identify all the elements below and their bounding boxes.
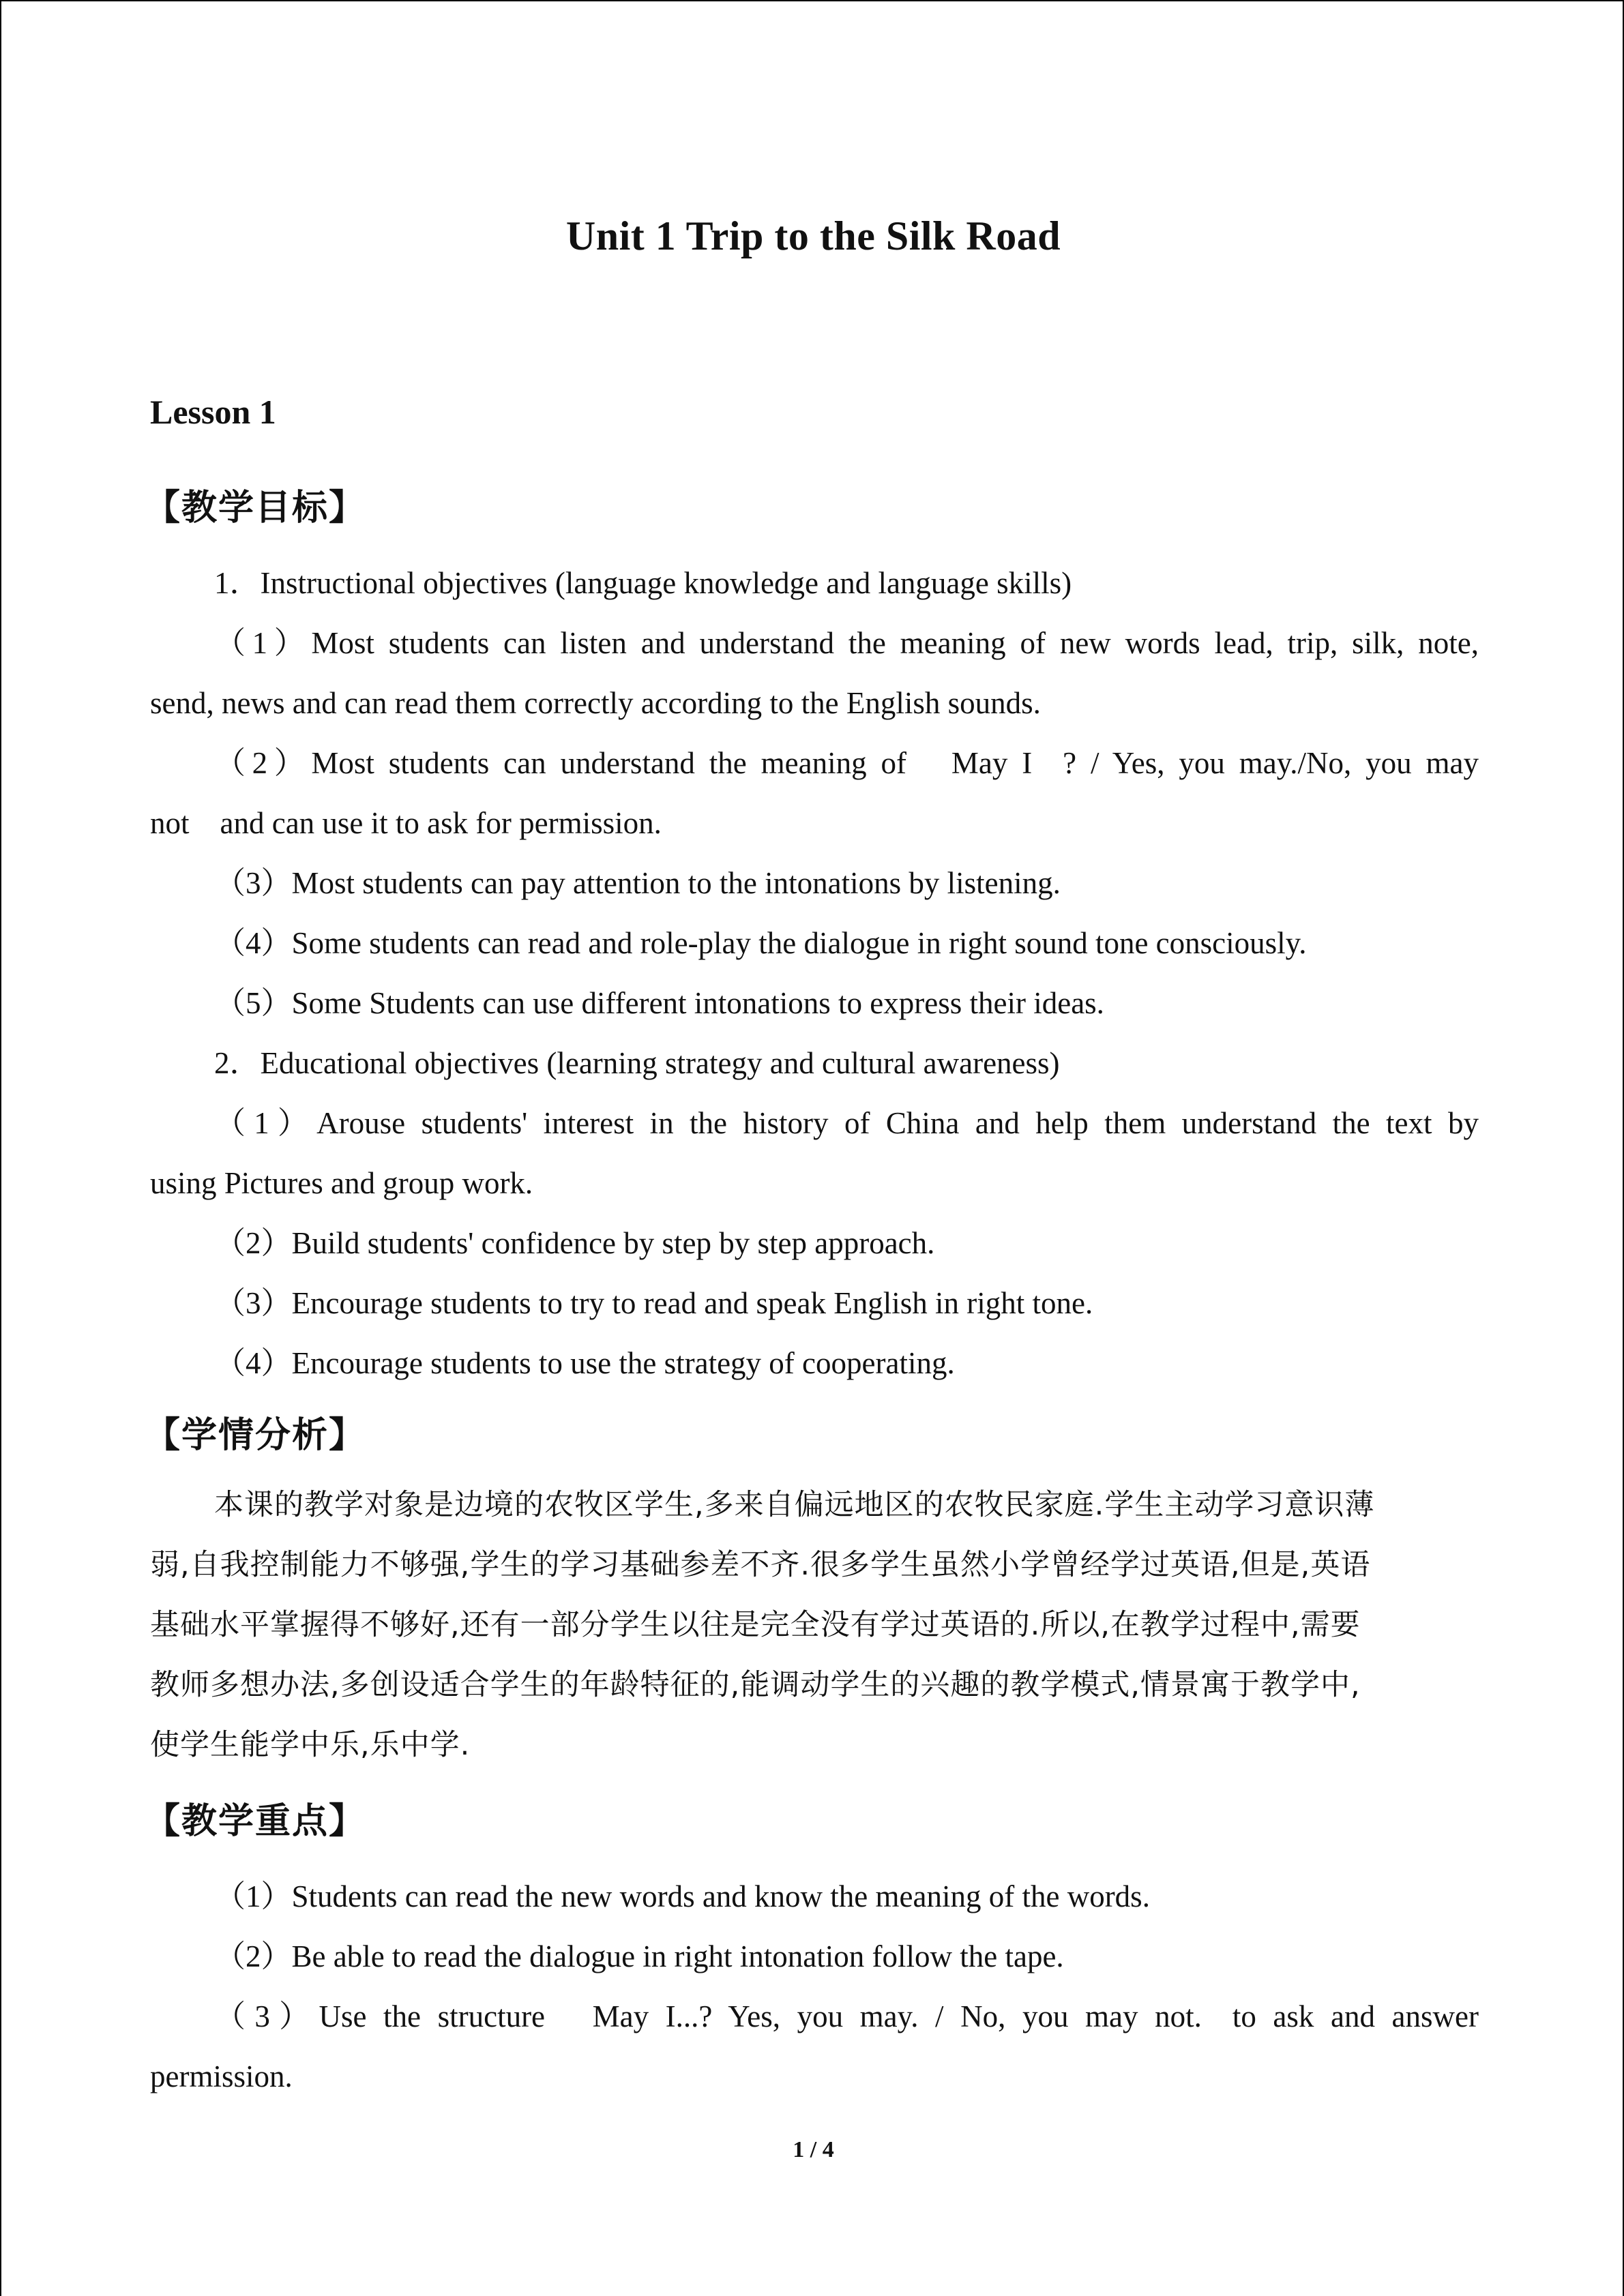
objective-sub-2-line-1: （2）Most students can understand the meaning of May I ? / Yes, you may./No, you may <box>215 746 1479 780</box>
key-point-3-line-2: permission. <box>150 2059 293 2093</box>
analysis-line-4: 教师多想办法,多创设适合学生的年龄特征的,能调动学生的兴趣的教学模式,情景寓于教学中, <box>150 1668 1361 1702</box>
objective-sub-4: （4）Some students can read and role-play the dialogue in right sound tone consciously. <box>215 926 1307 960</box>
lesson-heading: Lesson 1 <box>150 393 276 431</box>
educational-sub-3: （3）Encourage students to try to read and speak English in right tone. <box>215 1286 1093 1320</box>
analysis-line-5: 使学生能学中乐,乐中学. <box>150 1728 471 1762</box>
objective-sub-2-line-2: not and can use it to ask for permission. <box>150 806 662 840</box>
key-point-3-line-1: （3）Use the structure May I...? Yes, you may. / No, you may not. to ask and answer <box>215 1999 1479 2033</box>
educational-sub-4: （4）Encourage students to use the strategy of cooperating. <box>215 1346 955 1380</box>
page-number: 1 / 4 <box>793 2137 834 2162</box>
objective-item-2: 2．Educational objectives (learning strategy and cultural awareness) <box>214 1046 1060 1080</box>
educational-sub-2: （2）Build students' confidence by step by step approach. <box>215 1226 935 1260</box>
section-title-objectives: 【教学目标】 <box>145 488 366 528</box>
objective-sub-3: （3）Most students can pay attention to the intonations by listening. <box>215 866 1061 900</box>
section-title-key-points: 【教学重点】 <box>145 1801 366 1842</box>
educational-sub-1-line-1: （1）Arouse students' interest in the history of China and help them understand the text by <box>215 1106 1479 1140</box>
analysis-line-1: 本课的教学对象是边境的农牧区学生,多来自偏远地区的农牧民家庭.学生主动学习意识薄 <box>214 1488 1375 1522</box>
objective-sub-1-line-1: （1）Most students can listen and understand the meaning of new words lead, trip, silk, note, <box>215 626 1479 660</box>
analysis-line-3: 基础水平掌握得不够好,还有一部分学生以往是完全没有学过英语的.所以,在教学过程中,需要 <box>150 1608 1361 1642</box>
objective-sub-1-line-2: send, news and can read them correctly according to the English sounds. <box>150 686 1041 720</box>
objective-sub-5: （5）Some Students can use different intonations to express their ideas. <box>215 986 1104 1020</box>
educational-sub-1-line-2: using Pictures and group work. <box>150 1166 533 1200</box>
section-title-analysis: 【学情分析】 <box>145 1415 366 1456</box>
key-point-2: （2）Be able to read the dialogue in right intonation follow the tape. <box>215 1939 1064 1973</box>
analysis-line-2: 弱,自我控制能力不够强,学生的学习基础参差不齐.很多学生虽然小学曾经学过英语,但是,英语 <box>150 1548 1371 1582</box>
key-point-1: （1）Students can read the new words and know the meaning of the words. <box>215 1879 1150 1913</box>
objective-item-1: 1．Instructional objectives (language knowledge and language skills) <box>214 566 1072 600</box>
page-title: Unit 1 Trip to the Silk Road <box>565 213 1061 258</box>
